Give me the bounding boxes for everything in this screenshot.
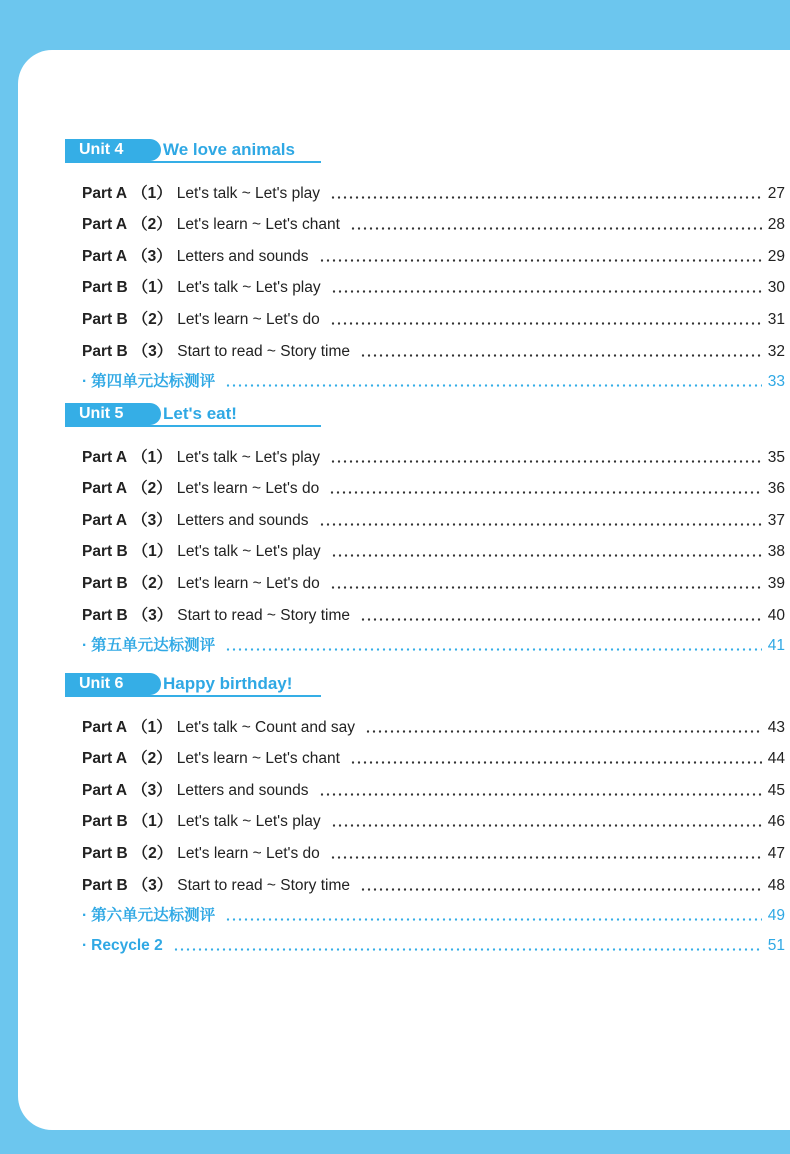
part-label: Part A <box>82 511 128 529</box>
page-number: 29 <box>767 247 785 265</box>
bullet: · <box>82 936 88 954</box>
part-number: （3） <box>132 247 172 265</box>
recycle-entry[interactable] <box>65 925 785 955</box>
dot-leader <box>365 730 762 733</box>
toc-entry[interactable] <box>65 737 785 769</box>
unit-4-section <box>65 136 785 391</box>
unit-header <box>65 136 785 164</box>
unit-5-section <box>65 400 785 655</box>
page-number: 36 <box>767 480 785 498</box>
assessment-label: Recycle 2 <box>91 936 163 954</box>
page-number: 47 <box>767 844 785 862</box>
dot-leader <box>225 648 762 651</box>
lesson-topic: Let's learn ~ Let's chant <box>176 750 340 768</box>
part-label: Part B <box>82 876 128 894</box>
unit-6-section <box>65 670 785 955</box>
dot-leader <box>360 888 762 891</box>
lesson-topic: Letters and sounds <box>176 511 309 529</box>
part-label: Part B <box>82 813 128 831</box>
dot-leader <box>319 259 762 262</box>
unit-title: Happy birthday! <box>163 674 293 693</box>
part-label: Part B <box>82 844 128 862</box>
toc-entry[interactable] <box>65 800 785 832</box>
toc-entry[interactable] <box>65 467 785 499</box>
dot-leader <box>331 824 762 827</box>
lesson-topic: Let's talk ~ Let's play <box>176 448 321 466</box>
part-label: Part B <box>82 543 128 561</box>
unit-header <box>65 670 785 698</box>
part-number: （2） <box>132 480 172 498</box>
toc-entry[interactable] <box>65 266 785 298</box>
assessment-entry[interactable] <box>65 895 785 925</box>
page-number: 45 <box>767 781 785 799</box>
toc-entry[interactable] <box>65 498 785 530</box>
part-number: （1） <box>132 543 173 561</box>
lesson-topic: Start to read ~ Story time <box>177 606 351 624</box>
lesson-topic: Let's talk ~ Let's play <box>177 543 321 561</box>
part-number: （1） <box>132 718 172 736</box>
unit-badge: Unit 6 <box>65 673 161 695</box>
page-number: 33 <box>767 372 785 390</box>
toc-entry[interactable] <box>65 203 785 235</box>
lesson-topic: Let's talk ~ Let's play <box>177 279 321 297</box>
lesson-topic: Let's talk ~ Let's play <box>176 184 321 202</box>
lesson-topic: Let's learn ~ Let's do <box>177 310 320 328</box>
page-number: 28 <box>767 216 785 234</box>
bullet: · <box>82 372 88 390</box>
lesson-topic: Let's learn ~ Let's do <box>177 844 320 862</box>
lesson-topic: Letters and sounds <box>176 781 309 799</box>
part-label: Part B <box>82 279 128 297</box>
toc-entry[interactable] <box>65 863 785 895</box>
unit-title: We love animals <box>163 140 295 159</box>
dot-leader <box>331 290 762 293</box>
assessment-label: 第五单元达标测评 <box>91 636 216 654</box>
dot-leader <box>331 554 762 557</box>
page-number: 44 <box>767 750 785 768</box>
part-label: Part A <box>82 480 128 498</box>
dot-leader <box>360 354 762 357</box>
toc-entry[interactable] <box>65 831 785 863</box>
part-label: Part A <box>82 750 128 768</box>
page-number: 46 <box>767 813 785 831</box>
toc-entry[interactable] <box>65 435 785 467</box>
page-number: 27 <box>767 184 785 202</box>
dot-leader <box>330 322 762 325</box>
part-label: Part A <box>82 448 128 466</box>
toc-entry[interactable] <box>65 329 785 361</box>
toc-entry[interactable] <box>65 561 785 593</box>
part-label: Part A <box>82 781 128 799</box>
part-number: （3） <box>132 511 172 529</box>
bullet: · <box>82 906 88 924</box>
page-number: 43 <box>767 718 785 736</box>
page-number: 38 <box>767 543 785 561</box>
bullet: · <box>82 636 88 654</box>
page-number: 49 <box>767 906 785 924</box>
lesson-topic: Start to read ~ Story time <box>177 876 351 894</box>
lesson-topic: Let's learn ~ Let's do <box>176 480 320 498</box>
dot-leader <box>350 227 762 230</box>
assessment-entry[interactable] <box>65 625 785 655</box>
lesson-topic: Let's learn ~ Let's chant <box>176 216 340 234</box>
part-label: Part B <box>82 342 128 360</box>
toc-entry[interactable] <box>65 234 785 266</box>
part-number: （2） <box>132 574 173 592</box>
lesson-topic: Let's talk ~ Count and say <box>176 718 356 736</box>
dot-leader <box>350 761 762 764</box>
toc-entry[interactable] <box>65 705 785 737</box>
dot-leader <box>330 586 762 589</box>
part-number: （1） <box>132 448 172 466</box>
part-label: Part A <box>82 184 128 202</box>
part-label: Part B <box>82 310 128 328</box>
page-number: 51 <box>767 936 785 954</box>
dot-leader <box>330 856 762 859</box>
part-label: Part A <box>82 216 128 234</box>
lesson-topic: Letters and sounds <box>176 247 309 265</box>
toc-entry[interactable] <box>65 593 785 625</box>
page-number: 48 <box>767 876 785 894</box>
toc-entry[interactable] <box>65 768 785 800</box>
part-number: （2） <box>132 750 172 768</box>
part-label: Part B <box>82 606 128 624</box>
page-number: 35 <box>767 448 785 466</box>
assessment-entry[interactable] <box>65 361 785 391</box>
page-number: 40 <box>767 606 785 624</box>
lesson-topic: Start to read ~ Story time <box>177 342 351 360</box>
part-label: Part B <box>82 574 128 592</box>
page-number: 32 <box>767 342 785 360</box>
dot-leader <box>319 793 762 796</box>
unit-badge: Unit 4 <box>65 139 161 161</box>
dot-leader <box>330 196 762 199</box>
part-number: （1） <box>132 279 173 297</box>
unit-header <box>65 400 785 428</box>
toc-entry[interactable] <box>65 297 785 329</box>
dot-leader <box>330 460 762 463</box>
part-label: Part A <box>82 718 128 736</box>
dot-leader <box>173 948 762 951</box>
assessment-label: 第四单元达标测评 <box>91 372 216 390</box>
toc-page <box>18 50 790 1130</box>
part-number: （2） <box>132 216 172 234</box>
part-label: Part A <box>82 247 128 265</box>
dot-leader <box>225 384 762 387</box>
part-number: （1） <box>132 184 172 202</box>
lesson-topic: Let's talk ~ Let's play <box>177 813 321 831</box>
page-number: 30 <box>767 279 785 297</box>
toc-entry[interactable] <box>65 530 785 562</box>
page-number: 41 <box>767 636 785 654</box>
part-number: （3） <box>132 781 172 799</box>
unit-underline <box>65 695 321 697</box>
part-number: （1） <box>132 813 173 831</box>
unit-underline <box>65 161 321 163</box>
lesson-topic: Let's learn ~ Let's do <box>177 574 320 592</box>
dot-leader <box>360 618 762 621</box>
page-number: 39 <box>767 574 785 592</box>
part-number: （3） <box>132 606 173 624</box>
assessment-label: 第六单元达标测评 <box>91 906 216 924</box>
part-number: （2） <box>132 844 173 862</box>
unit-title: Let's eat! <box>163 404 237 423</box>
part-number: （3） <box>132 876 173 894</box>
dot-leader <box>319 523 762 526</box>
dot-leader <box>225 918 762 921</box>
unit-underline <box>65 425 321 427</box>
dot-leader <box>329 491 762 494</box>
page-number: 31 <box>767 310 785 328</box>
unit-badge: Unit 5 <box>65 403 161 425</box>
page-number: 37 <box>767 511 785 529</box>
part-number: （3） <box>132 342 173 360</box>
toc-entry[interactable] <box>65 171 785 203</box>
part-number: （2） <box>132 310 173 328</box>
